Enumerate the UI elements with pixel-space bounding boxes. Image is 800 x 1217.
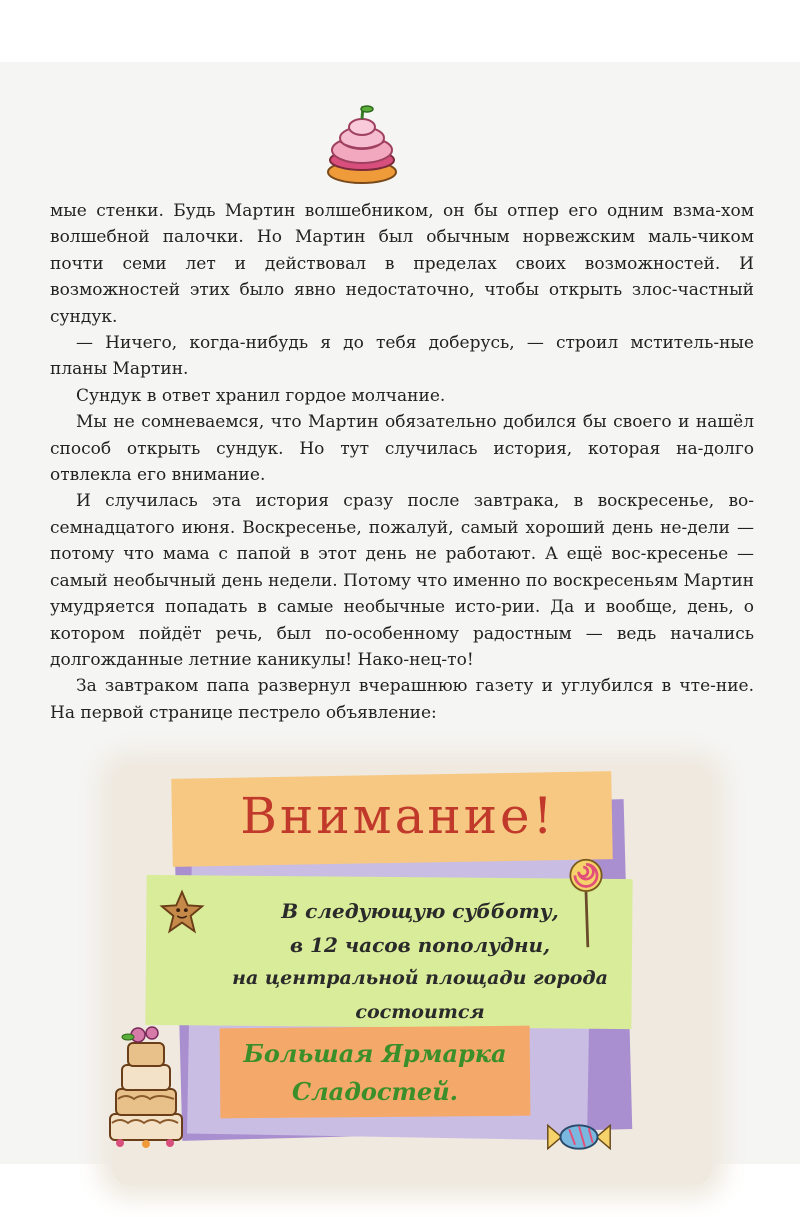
poster-line: состоится [355,1001,485,1023]
paragraph: Мы не сомневаемся, что Мартин обязательно добился бы своего и нашёл способ открыть сундук. Но тут случилась история, которая на-долго отвлекла его внимание. [50,412,754,486]
poster-line: В следующую субботу, [281,899,559,923]
lollipop-icon [566,857,606,949]
story-text [50,198,754,726]
poster-line: в 12 часов пополудни, [289,933,551,957]
poster-line: на центральной площади города [232,967,608,989]
paragraph: Сундук в ответ хранил гордое молчание. [76,385,446,406]
announcement-poster [100,757,740,1217]
fair-title-line2: Сладостей. [292,1077,458,1106]
gingerbread-icon [158,889,206,937]
fair-title-line1: Большая Ярмарка [243,1039,507,1068]
candy-icon [540,1117,618,1157]
paragraph: И случилась эта история сразу после завтрака, в воскресенье, во-семнадцатого июня. Воскресенье, пожалуй, самый хороший день не-дели — потому что мама с папой в этот день не работают. А ещё вос-кресенье — самый необычный день недели. Потому что именно по воскресеньям Мартин умудряется попадать в самые необычные исто-рии. Да и вообще, день, о котором пойдёт речь, был по-особенному радостным — ведь начались долгожданные летние каникулы! Нако-нец-то! [50,491,754,670]
poster-title: Внимание! [240,787,556,845]
cake-icon [100,1019,190,1149]
paragraph: За завтраком папа развернул вчерашнюю газету и углубился в чте-ние. На первой странице пестрело объявление: [50,676,754,723]
paragraph: мые стенки. Будь Мартин волшебником, он бы отпер его одним взма-хом волшебной палочки. Но Мартин был обычным норвежским маль-чиком почти семи лет и действовал в пределах своих возможностей. И возможностей этих было явно недостаточно, чтобы открыть злос-частный сундук. [50,201,754,327]
book-page [0,62,800,1164]
paragraph: — Ничего, когда-нибудь я до тебя доберусь, — строил мститель-ные планы Мартин. [50,333,754,380]
macaron-icon [322,102,402,186]
